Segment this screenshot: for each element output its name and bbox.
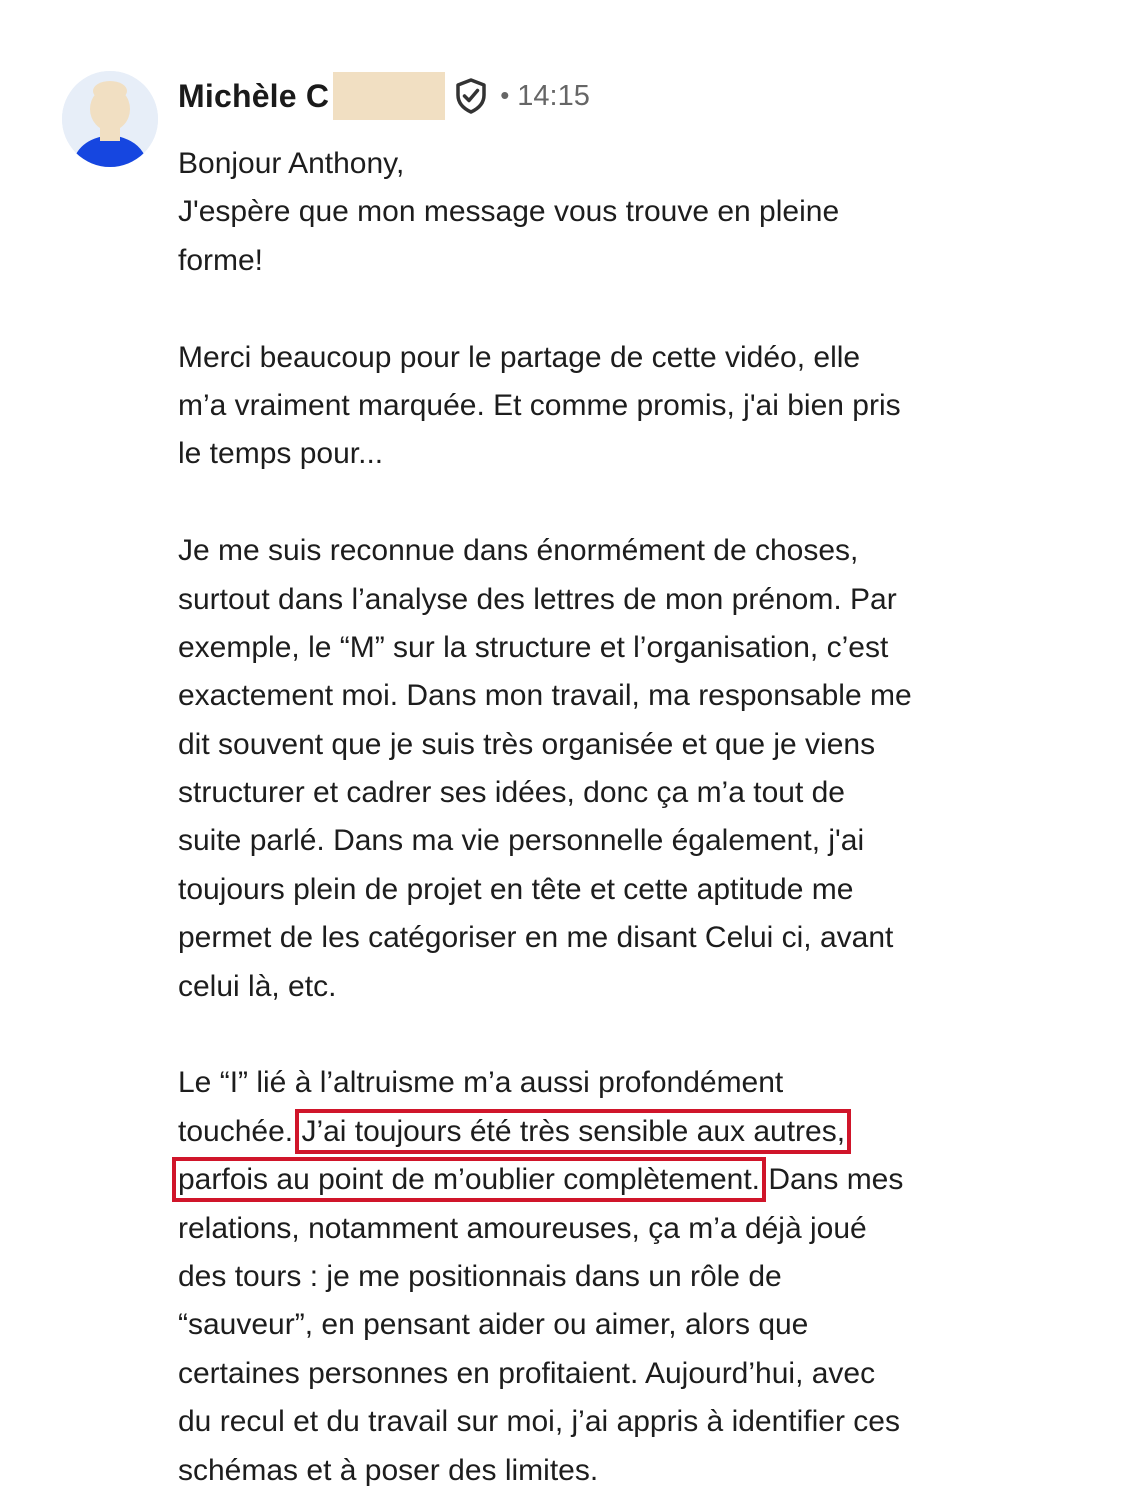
message-line: forme! <box>178 243 264 277</box>
message-line: certaines personnes en profitaient. Aujourd’hui, avec <box>178 1356 876 1390</box>
paragraph-gap <box>178 1011 1108 1059</box>
message-line: structurer et cadrer ses idées, donc ça m’a tout de <box>178 776 845 810</box>
message-line: permet de les catégoriser en me disant Celui ci, avant <box>178 921 894 955</box>
shield-check-icon <box>454 77 488 115</box>
sender-name[interactable]: Michèle C <box>178 77 330 114</box>
avatar[interactable] <box>62 71 158 167</box>
message-line: m’a vraiment marquée. Et comme promis, j'ai bien pris <box>178 388 901 422</box>
message-line: schémas et à poser des limites. <box>178 1453 599 1487</box>
message-line <box>178 1156 1108 1204</box>
message-line: exactement moi. Dans mon travail, ma responsable me <box>178 679 912 713</box>
verified-badge[interactable] <box>452 76 490 116</box>
message-line: le temps pour... <box>178 437 384 471</box>
message-line: Je me suis reconnue dans énormément de choses, <box>178 534 859 568</box>
message-line: Merci beaucoup pour le partage de cette vidéo, elle <box>178 340 861 374</box>
message-line: “sauveur”, en pensant aider ou aimer, alors que <box>178 1308 809 1342</box>
paragraph-gap <box>178 479 1108 527</box>
person-avatar-icon <box>62 71 158 167</box>
highlighted-text: J’ai toujours été très sensible aux autres, <box>301 1114 846 1148</box>
message-text: touchée. <box>178 1114 302 1148</box>
redacted-surname <box>333 72 445 120</box>
message-timestamp: 14:15 <box>517 79 590 112</box>
message-line: relations, notamment amoureuses, ça m’a déjà joué <box>178 1211 867 1245</box>
message-line: J'espère que mon message vous trouve en pleine <box>178 195 840 229</box>
message-header <box>178 70 590 122</box>
message-text: Dans mes <box>759 1163 904 1197</box>
message-line <box>178 1108 1108 1156</box>
highlighted-text: parfois au point de m’oublier complètement. <box>178 1163 760 1197</box>
message-line: toujours plein de projet en tête et cette aptitude me <box>178 872 854 906</box>
message-line: des tours : je me positionnais dans un rôle de <box>178 1259 782 1293</box>
message-body <box>178 140 1108 1495</box>
message-line: exemple, le “M” sur la structure et l’organisation, c’est <box>178 630 889 664</box>
paragraph-gap <box>178 285 1108 333</box>
message-line: celui là, etc. <box>178 969 337 1003</box>
message-line: Le “I” lié à l’altruisme m’a aussi profondément <box>178 1066 784 1100</box>
timestamp-separator: • <box>500 79 510 110</box>
message-line: du recul et du travail sur moi, j’ai appris à identifier ces <box>178 1405 900 1439</box>
message-line: dit souvent que je suis très organisée et que je viens <box>178 727 876 761</box>
message-line: Bonjour Anthony, <box>178 147 405 180</box>
message-line: suite parlé. Dans ma vie personnelle également, j'ai <box>178 824 865 858</box>
message-line: surtout dans l’analyse des lettres de mon prénom. Par <box>178 582 897 616</box>
